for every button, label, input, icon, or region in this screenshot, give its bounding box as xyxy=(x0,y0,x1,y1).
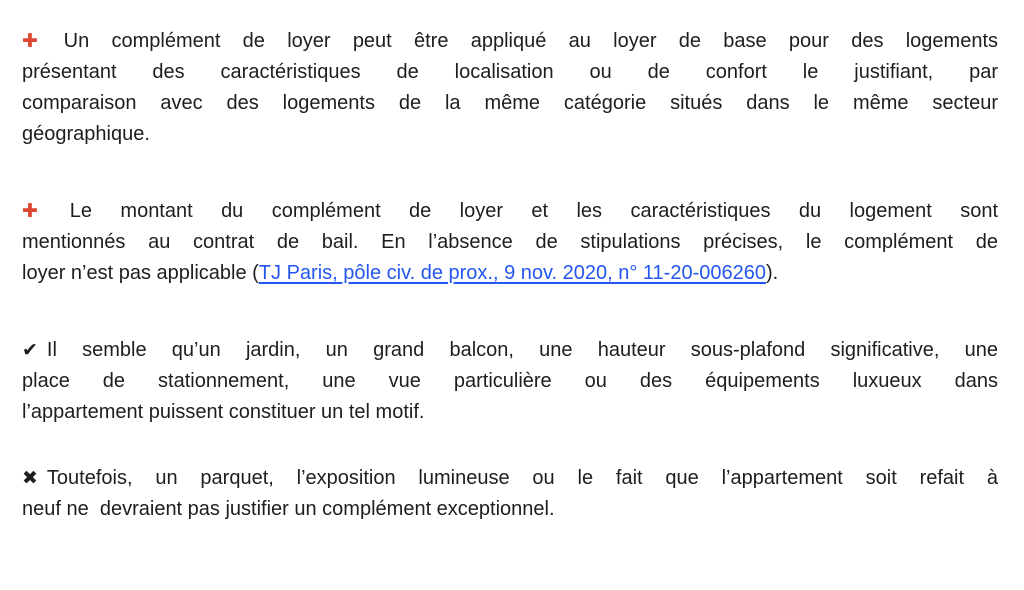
check-icon: ✔ xyxy=(22,339,38,361)
text-line xyxy=(22,397,998,428)
paragraph-3 xyxy=(22,335,998,428)
text-segment: place de stationnement, une vue particulière ou des équipements luxueux dans xyxy=(22,370,998,392)
paragraph-1 xyxy=(22,26,998,150)
paragraph-2 xyxy=(22,196,998,289)
paragraph-4 xyxy=(22,463,998,525)
cross-icon: ✖ xyxy=(22,467,38,489)
text-line xyxy=(22,258,998,289)
text-segment: Il semble qu’un jardin, un grand balcon, une hauteur sous-plafond significative, une xyxy=(46,339,998,361)
case-law-link[interactable]: TJ Paris, pôle civ. de prox., 9 nov. 2020, n° 11-20-006260 xyxy=(258,262,766,284)
text-line xyxy=(22,119,998,150)
text-segment: comparaison avec des logements de la même catégorie situés dans le même secteur xyxy=(22,92,998,114)
text-segment: ). xyxy=(765,262,779,284)
text-line xyxy=(22,196,998,227)
text-segment: Le montant du complément de loyer et les caractéristiques du logement sont xyxy=(69,200,999,222)
text-line xyxy=(22,366,998,397)
text-line xyxy=(22,227,998,258)
text-line xyxy=(22,88,998,119)
text-segment: loyer n’est pas applicable ( xyxy=(22,262,259,284)
text-segment: géographique. xyxy=(22,123,150,145)
text-segment: neuf ne devraient pas justifier un complément exceptionnel. xyxy=(22,498,555,520)
plus-icon: ✚ xyxy=(22,30,55,52)
text-line xyxy=(22,57,998,88)
text-segment: présentant des caractéristiques de localisation ou de confort le justifiant, par xyxy=(22,61,998,83)
text-segment: l’appartement puissent constituer un tel motif. xyxy=(22,401,425,423)
text-line xyxy=(22,463,998,494)
text-segment: Un complément de loyer peut être appliqué au loyer de base pour des logements xyxy=(63,30,999,52)
text-line xyxy=(22,335,998,366)
text-line xyxy=(22,494,998,525)
text-segment: Toutefois, un parquet, l’exposition lumineuse ou le fait que l’appartement soit refait à xyxy=(46,467,998,489)
text-line xyxy=(22,26,998,57)
plus-icon: ✚ xyxy=(22,200,61,222)
text-segment: mentionnés au contrat de bail. En l’absence de stipulations précises, le complément de xyxy=(22,231,998,253)
